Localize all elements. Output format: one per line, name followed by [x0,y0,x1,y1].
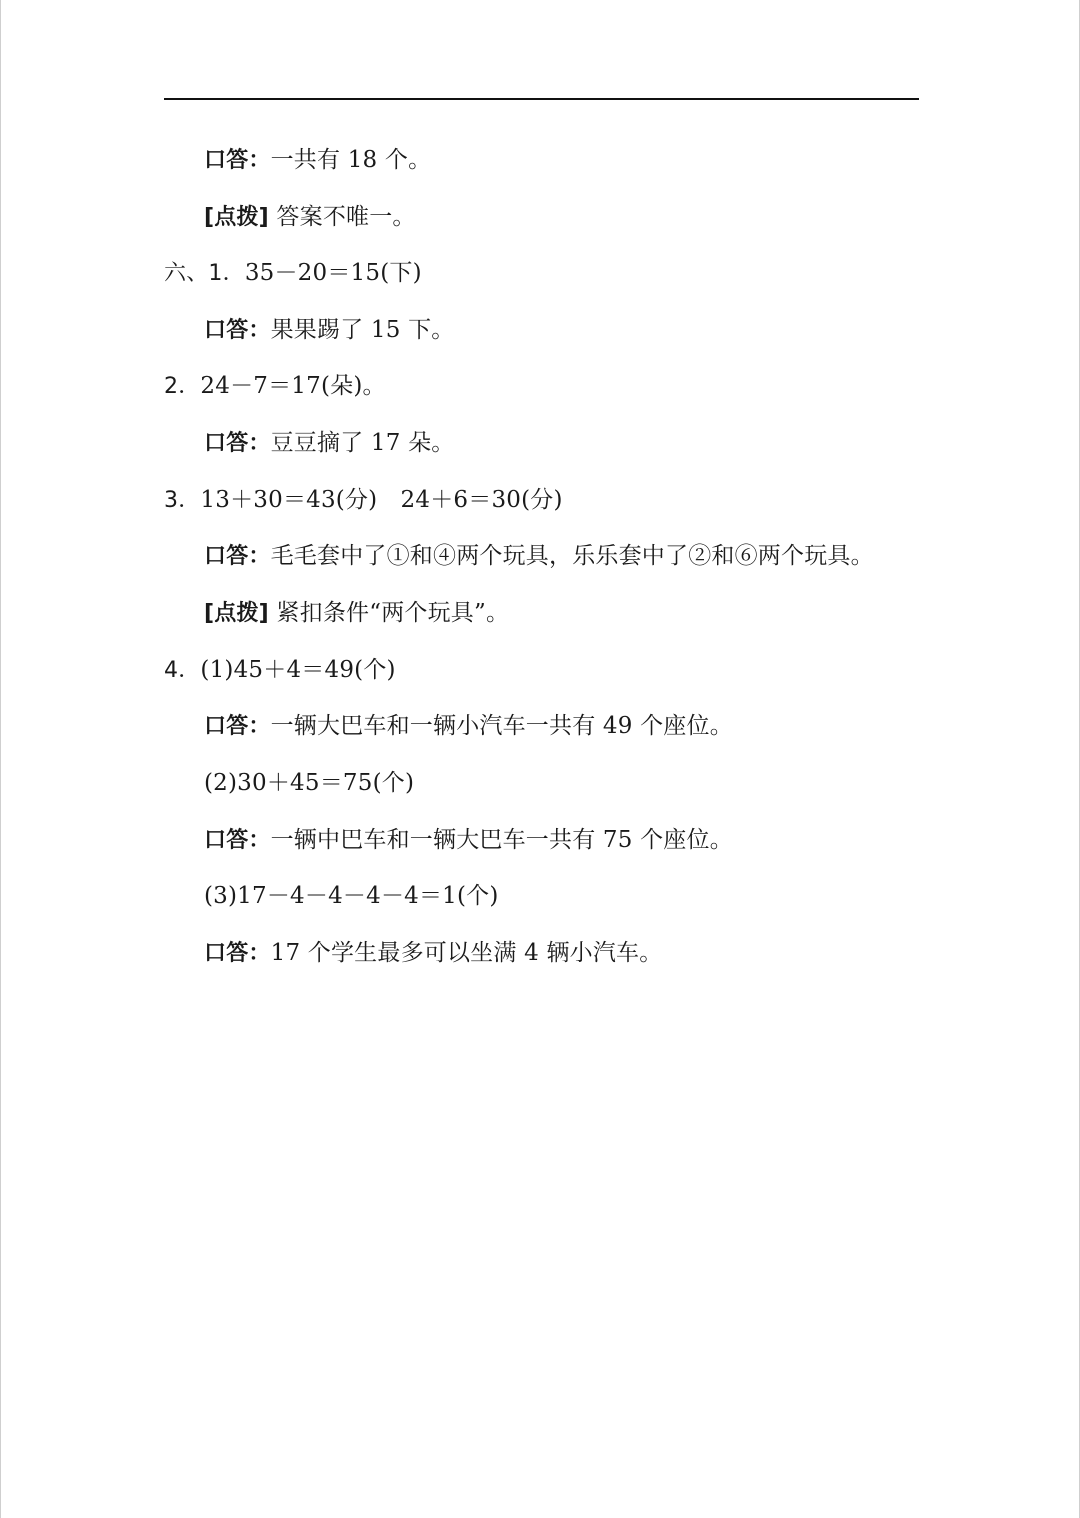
equation: 13＋30＝43(分) 24＋6＝30(分) [200,487,563,513]
answer-line [204,428,455,459]
answer-text: 毛毛套中了①和④两个玩具，乐乐套中了②和⑥两个玩具。 [270,543,874,569]
hint-label: [点拨] [204,601,269,626]
answer-line [204,711,733,742]
answer-line [204,145,431,176]
answer-text: 一辆大巴车和一辆小汽车一共有 49 个座位。 [270,713,733,739]
equation-line [204,768,414,798]
section-6-item-1 [164,258,422,289]
answer-line [204,825,733,856]
answer-label: 口答： [204,431,271,456]
answer-line [204,541,874,572]
answer-line [204,315,455,346]
answer-line [204,938,662,969]
hint-line [204,598,509,629]
equation-line [204,881,499,911]
equation: 24－7＝17(朵)。 [200,373,386,399]
answer-label: 口答： [204,941,271,966]
hint-text: 紧扣条件“两个玩具”。 [268,600,510,626]
item-number: 4． [164,658,201,683]
item-3 [164,485,563,516]
answer-label: 口答： [204,318,271,343]
equation: (1)45＋4＝49(个) [200,657,396,683]
item-number: 2． [164,374,201,399]
item-number: 六、1． [164,261,245,286]
hint-label: [点拨] [204,205,269,230]
hint-line [204,202,416,233]
item-2 [164,371,386,402]
equation: (2)30＋45＝75(个) [204,770,415,796]
header-rule [164,98,919,100]
answer-text: 豆豆摘了 17 朵。 [270,430,455,456]
equation: (3)17－4－4－4－4＝1(个) [204,883,499,909]
item-number: 3． [164,488,201,513]
answer-label: 口答： [204,714,271,739]
answer-label: 口答： [204,148,271,173]
equation: 35－20＝15(下) [244,260,422,286]
hint-text: 答案不唯一。 [268,204,416,230]
answer-label: 口答： [204,828,271,853]
answer-label: 口答： [204,544,271,569]
answer-text: 17 个学生最多可以坐满 4 辆小汽车。 [270,940,663,966]
item-4 [164,655,396,686]
answer-text: 一辆中巴车和一辆大巴车一共有 75 个座位。 [270,827,733,853]
answer-text: 果果踢了 15 下。 [270,317,455,343]
answer-text: 一共有 18 个。 [270,147,432,173]
